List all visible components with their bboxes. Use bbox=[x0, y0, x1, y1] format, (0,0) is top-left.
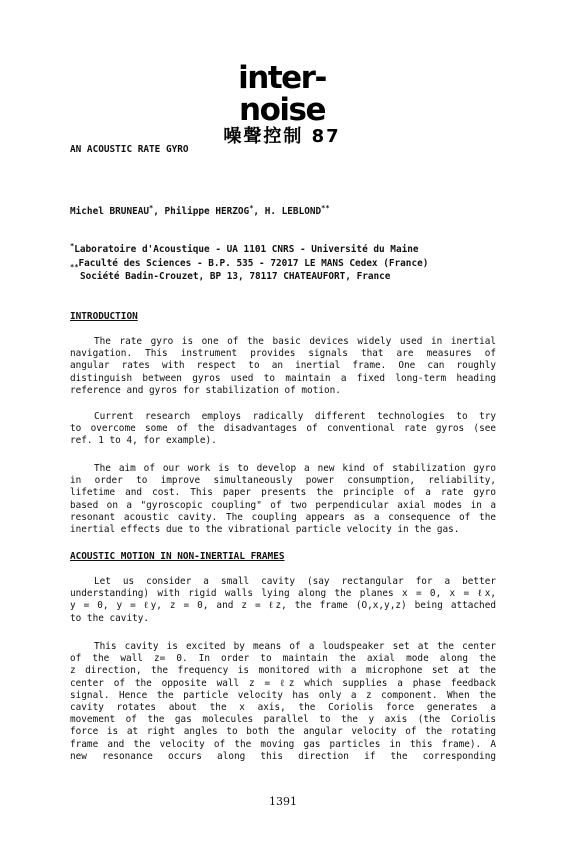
logo-subtitle: 噪聲控制 87 bbox=[223, 126, 341, 147]
text-line: The aim of our work is to develop a new kind of stabilization gyro bbox=[94, 463, 496, 474]
text-line: The rate gyro is one of the basic devices widely used in inertial bbox=[94, 336, 496, 347]
text-line: cavity rotates about the x axis, the Coriolis force generates a bbox=[70, 701, 496, 713]
affiliation-text: Société Badin-Crouzet, BP 13, 78117 CHATEAUFORT, France bbox=[80, 271, 391, 282]
paragraph bbox=[70, 576, 496, 625]
text-line: Let us consider a small cavity (say rectangular for a better bbox=[94, 576, 496, 587]
text-line: navigation. This instrument provides signals that are measures of bbox=[70, 348, 496, 360]
affiliation-text: Faculté des Sciences - B.P. 535 - 72017 LE MANS Cedex (France) bbox=[78, 258, 429, 269]
text-line: This cavity is excited by means of a loudspeaker set at the center bbox=[94, 641, 496, 652]
section-heading: ACOUSTIC MOTION IN NON-INERTIAL FRAMES bbox=[70, 551, 285, 562]
text-line: to overcome some of the disadvantages of conventional rate gyros (see bbox=[70, 423, 496, 435]
affiliation bbox=[70, 258, 428, 270]
text-line: understanding) with rigid walls lying along the planes x = 0, x = ℓx, bbox=[70, 588, 496, 600]
text-line: new resonance occurs along this direction if the corresponding bbox=[70, 750, 496, 762]
text-line: resonant acoustic cavity. The coupling appears as a consequence of the bbox=[70, 511, 496, 523]
text-line: of the wall z= 0. In order to maintain the axial mode along the bbox=[70, 653, 496, 665]
text-line: angular rates with respect to an inertial frame. One can roughly bbox=[70, 360, 496, 372]
author-name: Michel BRUNEAU bbox=[70, 206, 150, 217]
text-line: ref. 1 to 4, for example). bbox=[70, 435, 217, 447]
conference-logo bbox=[208, 62, 356, 148]
text-line: reference and gyros for stabilization of motion. bbox=[70, 384, 341, 396]
affiliation bbox=[70, 241, 419, 256]
text-line: inertial effects due to the vibrational particle velocity in the gas. bbox=[70, 523, 460, 535]
author-name: , Philippe HERZOG bbox=[153, 206, 250, 217]
logo-wordmark: inter-noise bbox=[238, 60, 326, 128]
text-line: to the cavity. bbox=[70, 612, 150, 624]
text-line: force is at right angles to both the angular velocity of the rotating bbox=[70, 726, 496, 738]
affiliation-mark: * bbox=[149, 203, 154, 212]
paragraph bbox=[70, 336, 496, 397]
text-line: signal. Hence the particle velocity has only a z component. When the bbox=[70, 689, 496, 701]
affiliation-mark: ** bbox=[70, 262, 79, 271]
text-line: frame and the velocity of the moving gas particles in this frame). A bbox=[70, 738, 496, 750]
affiliation-mark: * bbox=[249, 203, 254, 212]
section-heading: INTRODUCTION bbox=[70, 311, 138, 322]
affiliation-mark: * bbox=[70, 241, 75, 250]
text-line: distinguish between gyros used to maintain a fixed long-term heading bbox=[70, 372, 496, 384]
author-list bbox=[70, 203, 330, 218]
paragraph bbox=[70, 463, 496, 536]
text-line: lifetime and cost. This paper presents the principle of a rate gyro bbox=[70, 487, 496, 499]
text-line: movement of the gas molecules parallel to the y axis (the Coriolis bbox=[70, 714, 496, 726]
author-name: , H. LEBLOND bbox=[253, 206, 322, 217]
text-line: Current research employs radically different technologies to try bbox=[94, 411, 496, 422]
affiliation-mark: ** bbox=[321, 203, 330, 212]
paper-title: AN ACOUSTIC RATE GYRO bbox=[70, 144, 189, 155]
text-line: y = 0, y = ℓy, z = 0, and z = ℓz, the frame (O,x,y,z) being attached bbox=[70, 600, 496, 612]
affiliation bbox=[80, 271, 390, 283]
paragraph bbox=[70, 411, 496, 448]
paragraph bbox=[70, 641, 496, 763]
text-line: center of the opposite wall z = ℓz which supplies a phase feedback bbox=[70, 677, 496, 689]
page-number: 1391 bbox=[269, 795, 297, 808]
text-line: in order to improve simultaneously power consumption, reliability, bbox=[70, 475, 496, 487]
affiliation-text: Laboratoire d'Acoustique - UA 1101 CNRS - Université du Maine bbox=[74, 244, 419, 255]
text-line: z direction, the frequency is monitored with a microphone set at the bbox=[70, 665, 496, 677]
text-line: based on a "gyroscopic coupling" of two perpendicular axial modes in a bbox=[70, 499, 496, 511]
